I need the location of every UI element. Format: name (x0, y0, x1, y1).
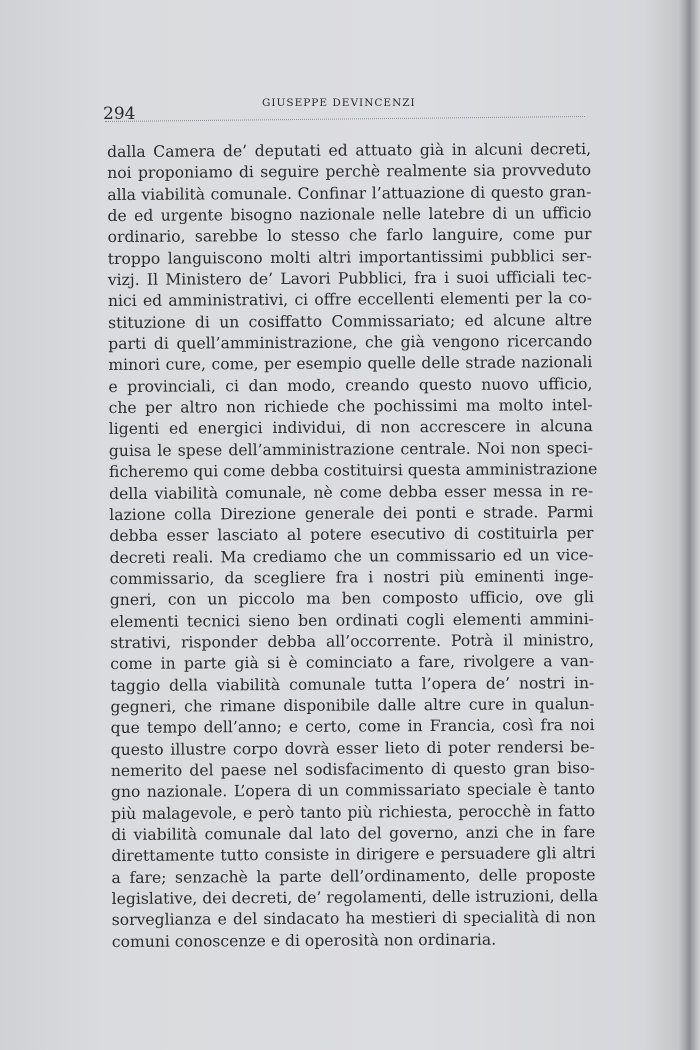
text-line: nemerito del paese nel sodisfacimento di questo gran biso- (110, 759, 595, 780)
text-line: nici ed amministrativi, ci offre eccellenti elementi per la co- (107, 289, 593, 311)
text-line: e provinciali, ci dan modo, creando questo nuovo ufficio, (108, 374, 593, 396)
body-text (107, 139, 599, 953)
text-line: commissario, da scegliere fra i nostri più eminenti inge- (109, 566, 594, 588)
text-line: debba esser lasciato al potere esecutivo di costituirla per (109, 524, 594, 546)
text-line: decreti reali. Ma crediamo che un commissario ed un vice- (109, 545, 594, 567)
text-line: lazione colla Direzione generale dei ponti e strade. Parmi (109, 502, 594, 524)
text-line: minori cure, come, per esempio quelle delle strade nazionali (108, 353, 593, 375)
text-line: guisa le spese dell’amministrazione centrale. Noi non speci- (108, 438, 593, 460)
text-line: che per altro non richiede che pochissimi ma molto intel- (108, 396, 593, 418)
header-rule (105, 116, 585, 122)
text-line: strativi, risponder debba all’occorrente. Potrà il ministro, (110, 630, 595, 652)
text-line: sorveglianza e del sindacato ha mestieri di specialità di non (111, 908, 596, 930)
text-line: questo illustre corpo dovrà esser lieto di poter rendersi be- (110, 737, 595, 759)
text-line: della viabilità comunale, nè come debba esser messa in re- (109, 481, 594, 503)
text-line: di viabilità comunale dal lato del governo, anzi che in fare (111, 823, 596, 844)
text-line: comuni conoscenze e di operosità non ordinaria. (111, 930, 497, 951)
text-line: taggio della viabilità comunale tutta l’opera de’ nostri in- (110, 673, 595, 695)
text-line: ligenti ed energici individui, di non accrescere in alcuna (108, 417, 593, 439)
text-line: parti di quell’amministrazione, che già vengono ricercando (108, 332, 593, 354)
text-line: gno nazionale. L’opera di un commissariato speciale è tanto (110, 780, 596, 802)
text-line: dalla Camera de’ deputati ed attuato già in alcuni decreti, (107, 140, 592, 161)
text-line: gegneri, che rimane disponibile dalle altre cure in qualun- (110, 694, 595, 716)
text-line: stituzione di un cosiffatto Commissariato; ed alcune altre (108, 310, 593, 332)
text-line: elementi tecnici sieno ben ordinati cogli elementi ammini- (109, 609, 594, 631)
text-line: vizj. Il Ministero de’ Lavori Pubblici, fra i suoi ufficiali tec- (107, 268, 592, 290)
text-line: come in parte già si è cominciato a fare, rivolgere a van- (110, 652, 595, 674)
text-line: più malagevole, e però tanto più richiesta, perocchè in fatto (111, 801, 596, 823)
text-line: troppo languiscono molti altri importantissimi pubblici ser- (107, 246, 592, 268)
text-line: legislative, dei decreti, de’ regolamenti, delle istruzioni, della (111, 887, 599, 909)
text-line: gneri, con un piccolo ma ben composto ufficio, ove gli (109, 588, 594, 610)
text-line: ficheremo qui come debba costituirsi questa amministrazione (108, 460, 598, 482)
text-line: direttamente tutto consiste in dirigere e persuadere gli altri (111, 844, 596, 866)
text-line: noi proponiamo di seguire perchè realmente sia provveduto (107, 161, 592, 183)
text-line: a fare; senzachè la parte dell’ordinamento, delle proposte (111, 865, 596, 887)
text-line: que tempo dell’anno; e certo, come in Francia, così fra noi (110, 716, 595, 738)
text-line: ordinario, sarebbe lo stesso che farlo languire, come pur (107, 225, 592, 247)
running-head: GIUSEPPE DEVINCENZI (262, 97, 416, 109)
text-line: alla viabilità comunale. Confinar l’attuazione di questo gran- (107, 182, 592, 204)
text-line: de ed urgente bisogno nazionale nelle latebre di un ufficio (107, 204, 592, 226)
page-number: 294 (103, 104, 136, 124)
